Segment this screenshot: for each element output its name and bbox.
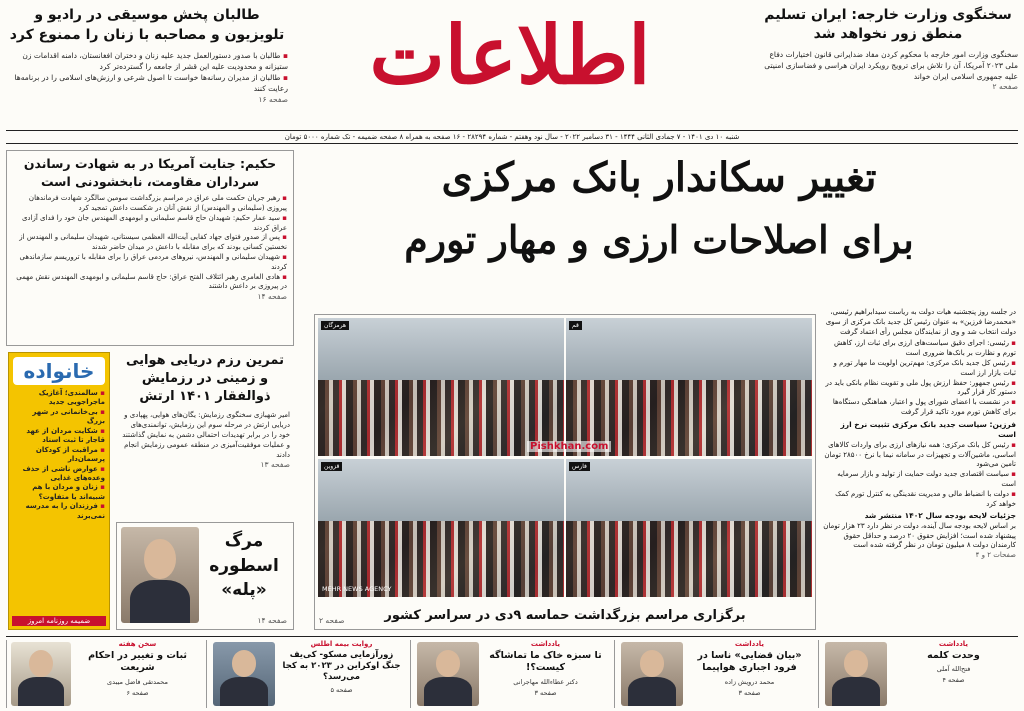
top-right-body: سخنگوی وزارت امور خارجه با محکوم کردن مفاد ضدایرانی قانون اختیارات دفاع ملی ۲۰۲۳ آمریکا، آن را تلاش برای ترویج رویکرد ایران هراسی و فضاسازی امنیتی علیه جمهوری اسلامی ایران خواند xyxy=(764,49,1018,81)
photo-caption: برگزاری مراسم بزرگداشت حماسه ۹دی در سراسر کشور xyxy=(384,608,746,623)
bottom-strip-rule xyxy=(6,636,1018,637)
right-bullet: ▪ رئیس کل جدید بانک مرکزی: مهم‌ترین اولویت ما مهار تورم و ثبات بازار ارز است xyxy=(822,359,1016,379)
strip-author: دکتر عطاءالله مهاجرانی xyxy=(513,677,578,686)
top-right-page: صفحه ۲ xyxy=(992,82,1018,92)
right-bullet: ▪ دولت با انضباط مالی و مدیریت نقدینگی به کنترل تورم کمک خواهد کرد xyxy=(822,490,1016,510)
right-column xyxy=(820,306,1018,632)
family-item: ▪ عوارض ناشی از حذف وعده‌های غذایی xyxy=(13,465,105,484)
photo-tag: هرمزگان xyxy=(321,321,349,330)
strip-item-1 xyxy=(818,640,1018,708)
author-photo xyxy=(621,642,683,706)
hakim-bullet: ▪ رهبر جریان حکمت ملی عراق در مراسم بزرگداشت سومین سالگرد شهادت فرماندهان پیروزی (سلیمانی و المهندس) از نقش آنان در شکست داعش تمجید کرد xyxy=(13,194,287,214)
family-footer: ضمیمه روزنامه امروز xyxy=(12,616,106,626)
family-item: ▪ شکایت مردان از عهد قاجار تا ثبت اسناد xyxy=(13,427,105,446)
headline-line-1: تغییر سکاندار بانک مرکزی xyxy=(441,154,877,201)
photo-grid xyxy=(314,314,816,630)
family-supplement xyxy=(8,352,110,630)
right-subhead-2: جزئیات لایحه بودجه سال ۱۴۰۲ منتشر شد xyxy=(864,511,1016,521)
photo-fars xyxy=(566,459,812,597)
hakim-bullet: ▪ پس از صدور فتوای جهاد کفایی آیت‌الله العظمی سیستانی، شهیدان سلیمانی و المهندس از نخستین کسانی بودند که برای مقابله با داعش در میدان حاضر شدند xyxy=(13,233,287,253)
strip-item-4 xyxy=(206,640,406,708)
family-items xyxy=(13,389,105,521)
strip-kicker: یادداشت xyxy=(530,640,561,648)
strip-page: صفحه ۳ xyxy=(738,688,761,697)
exercise-page: صفحه ۱۳ xyxy=(260,460,290,470)
author-photo xyxy=(825,642,887,706)
top-left-bullet: ▪ طالبان با صدور دستورالعمل جدید علیه زنان و دختران افغانستان، دامنه اقدامات زن ستیزانه و محدودیت علیه این قشر از جامعه را گسترده‌تر کرد xyxy=(6,51,288,73)
right-bullet: ▪ در نشست با اعضای شورای پول و اعتبار، هماهنگی دستگاه‌ها برای کاهش تورم مورد تاکید قرار گرفت xyxy=(822,398,1016,418)
hakim-bullet: ▪ هادی العامری رهبر ائتلاف الفتح عراق: حاج قاسم سلیمانی و ابومهدی المهندس نقش مهمی در پیروزی بر داعش داشتند xyxy=(13,273,287,293)
family-item: ▪ سالمندی؛ آغازیک ماجراجویی جدید xyxy=(13,389,105,408)
headline-line-2: برای اصلاحات ارزی و مهار تورم xyxy=(404,217,914,262)
family-logo: خانواده xyxy=(13,357,105,385)
right-bullet: ▪ رئیسی: اجرای دقیق سیاست‌های ارزی برای ثبات ارز، کاهش تورم و نظارت بر بانک‌ها ضروری است xyxy=(822,339,1016,359)
right-page: صفحات ۲ و ۴ xyxy=(975,551,1016,560)
strip-page: صفحه ۵ xyxy=(330,686,353,695)
photo-qazvin xyxy=(318,459,564,597)
hakim-bullets xyxy=(13,194,287,292)
top-right-title: سخنگوی وزارت خارجه: ایران تسلیم منطق زور نخواهد شد xyxy=(764,7,1012,42)
photo-tag: فارس xyxy=(569,462,590,471)
strip-page: صفحه ۴ xyxy=(942,676,965,685)
exercise-story xyxy=(116,350,294,520)
hakim-title: حکیم: جنایت آمریکا در به شهادت رساندن سرداران مقاومت، نابخشودنی است xyxy=(23,156,277,190)
right-bullet: ▪ رئیس کل بانک مرکزی: همه نیازهای ارزی برای واردات کالاهای اساسی، ماشین‌آلات و تجهیزات در سامانه نیما با نرخ ۲۸۵۰۰ تومان تامین می‌شود xyxy=(822,441,1016,470)
strip-page: صفحه ۶ xyxy=(126,688,149,697)
photo-page: صفحه ۲ xyxy=(319,616,345,626)
right-bullet: ▪ سیاست اقتصادی جدید دولت حمایت از تولید و بازار سرمایه است xyxy=(822,470,1016,490)
top-left-title: طالبان پخش موسیقی در رادیو و تلویزیون و مصاحبه با زنان را ممنوع کرد xyxy=(9,7,285,43)
pele-box xyxy=(116,522,294,630)
right-bullets-2 xyxy=(822,441,1016,510)
family-item: ▪ زنان و مردان با هم شبیه‌اند یا متفاوت؟ xyxy=(13,483,105,502)
strip-title: «بیان قضایی» ناسا در فرود اجباری هواپیما xyxy=(697,650,802,674)
right-bullets xyxy=(822,339,1016,417)
author-photo xyxy=(213,642,275,706)
top-left-page: صفحه ۱۶ xyxy=(258,94,288,104)
photo-tag: قم xyxy=(569,321,582,330)
family-item: ▪ فرزندان را به مدرسه نمی‌برند xyxy=(13,502,105,521)
dateline: شنبه ۱۰ دی ۱۴۰۱ - ۷ جمادی الثانی ۱۴۴۴ - ۳۱ دسامبر ۲۰۲۲ - سال نود وهفتم - شماره ۲۸۲۹۴ - ۱۶ صفحه به همراه ۸ صفحه ضمیمه - تک شماره ۵۰۰۰ تومان xyxy=(6,130,1018,144)
strip-title: زورآزمایی مسکو- کی‌یف جنگ اوکراین در ۲۰۲۳ به کجا می‌رسد؟ xyxy=(282,650,401,683)
hakim-page: صفحه ۱۴ xyxy=(257,292,287,302)
strip-item-2 xyxy=(614,640,814,708)
strip-kicker: یادداشت xyxy=(938,640,969,648)
strip-author: فتح‌الله آملی xyxy=(936,665,971,674)
top-left-story xyxy=(6,6,288,106)
strip-kicker: روایت بیمه اطلس xyxy=(310,640,373,648)
pele-title: مرگ اسطوره «پله» xyxy=(209,531,279,601)
watermark: Pishkhan.com xyxy=(527,441,611,452)
strip-author: محمدتقی فاضل میبدی xyxy=(107,677,168,686)
family-item: ▪ بی‌خانمانی در شهر بزرگ xyxy=(13,408,105,427)
strip-page: صفحه ۳ xyxy=(534,688,557,697)
agency-credit: MEHR NEWS AGENCY xyxy=(322,585,392,593)
strip-title: وحدت کلمه xyxy=(927,650,980,661)
right-closing: بر اساس لایحه بودجه سال آینده، دولت در نظر دارد ۲۳ هزار تومان پیشنهاد شده است؛ افزایش حقوق ۲۰ درصد و حداقل حقوق کارمندان دولت ۸ میلیون تومان در نظر گرفته شده است xyxy=(823,521,1016,550)
right-bullet: ▪ رئیس جمهور: حفظ ارزش پول ملی و تقویت نظام بانکی باید در دستور کار قرار گیرد xyxy=(822,379,1016,399)
hakim-story xyxy=(6,150,294,346)
hakim-bullet: ▪ شهیدان سلیمانی و المهندس، نیروهای مردمی عراق را برای مقابله با تروریسم سازماندهی کردند xyxy=(13,253,287,273)
top-right-story xyxy=(758,6,1018,93)
pele-photo xyxy=(121,527,199,623)
pele-page: صفحه ۱۴ xyxy=(257,616,287,626)
hakim-bullet: ▪ سید عمار حکیم: شهیدان حاج قاسم سلیمانی و ابومهدی المهندس جان خود را فدای آزادی عراق کردند xyxy=(13,214,287,234)
photo-tag: قزوین xyxy=(321,462,342,471)
family-item: ▪ مراقبت از کودکان پرسمان‌دار xyxy=(13,446,105,465)
strip-kicker: یادداشت xyxy=(734,640,765,648)
strip-author: محمد درویش زاده xyxy=(724,677,775,686)
author-photo xyxy=(417,642,479,706)
right-intro: در جلسه روز پنجشنبه هیات دولت به ریاست سیدابراهیم رئیسی، «محمدرضا فرزین» به عنوان رئیس کل جدید بانک مرکزی از سوی دولت انتخاب شد و وی از نمایندگان مجلس رأی اعتماد گرفت xyxy=(825,308,1016,336)
main-headline xyxy=(300,146,1018,270)
top-left-bullets xyxy=(6,51,288,95)
author-photo xyxy=(11,642,71,706)
strip-title: تا سبزه خاک ما تماشاگه کیست؟! xyxy=(489,650,602,674)
masthead-logo: اطلاعات xyxy=(369,8,651,102)
photo-qom xyxy=(566,318,812,456)
strip-title: ثبات و تغییر در احکام شریعت xyxy=(88,650,187,674)
right-subhead-1: فرزین: سیاست جدید بانک مرکزی تثبیت نرخ ارز است xyxy=(840,419,1016,440)
exercise-body: امیر شهبازی سخنگوی رزمایش: یگان‌های هوایی، پهپادی و دریایی ارتش در مرحله سوم این رزمایش، توانمندی‌های خود را در برابر تهدیدات احتمالی دشمن به نمایش گذاشتند و عملیات موفقیت‌آمیزی در منطقه عمومی رزمایش انجام دادند xyxy=(122,410,290,460)
strip-kicker: سخن هفته xyxy=(118,640,157,648)
exercise-title: تمرین رزم دریایی هوایی و زمینی در رزمایش ذوالفقار ۱۴۰۱ ارتش xyxy=(126,353,284,405)
strip-item-5 xyxy=(6,640,202,708)
top-left-bullet: ▪ طالبان از مدیران رسانه‌ها خواست تا اصول شرعی و ارزش‌های اسلامی را در برنامه‌ها رعایت کنند xyxy=(6,73,288,95)
strip-item-3 xyxy=(410,640,610,708)
photo-hormozgan xyxy=(318,318,564,456)
